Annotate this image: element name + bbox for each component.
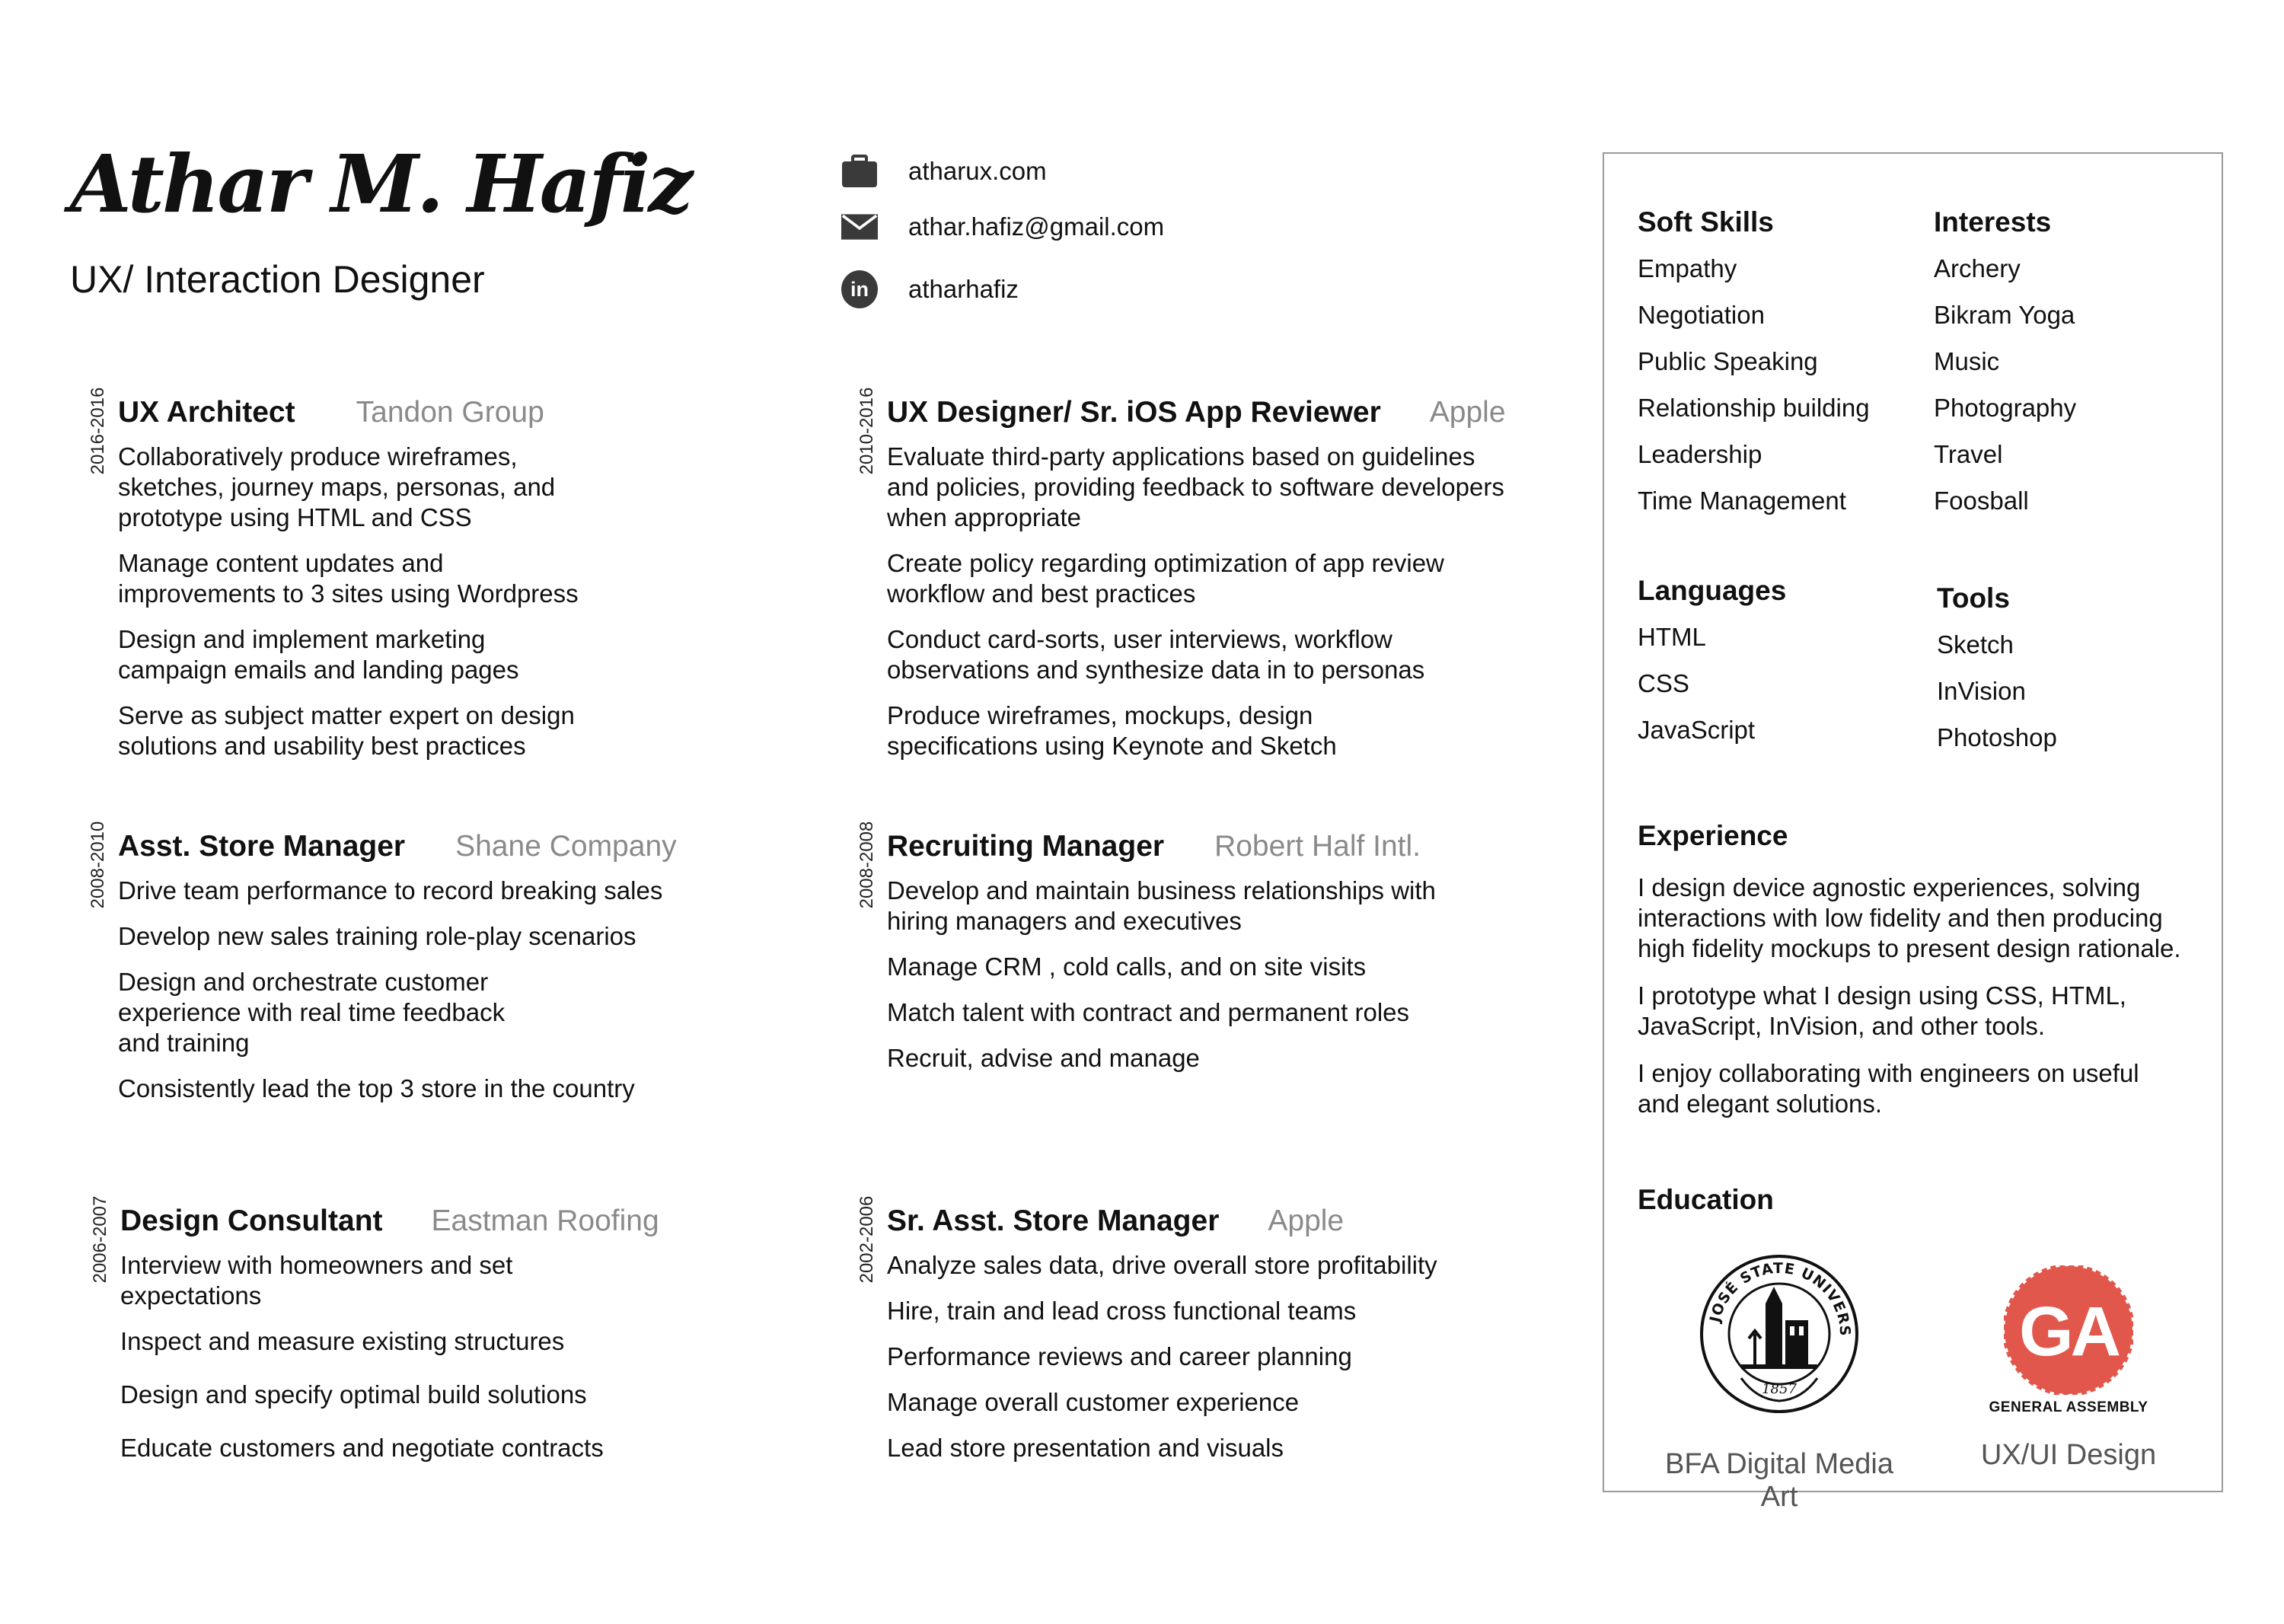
list-item: Music [1934,347,2000,375]
job-bullet: Analyze sales data, drive overall store profitability [887,1251,1437,1279]
job-bullet: Produce wireframes, mockups, design specifications using Keynote and Sketch [887,701,1337,760]
job-bullet: Interview with homeowners and set expectations [120,1251,513,1310]
job-years: 2008-2010 [88,821,108,909]
linkedin-badge: in [841,270,878,308]
job-header [118,830,780,868]
job-bullet: Educate customers and negotiate contracts [120,1434,604,1462]
tools-section [1937,579,2057,761]
soft-skills-list [1638,245,1870,524]
job-bullet: Conduct card-sorts, user interviews, workflow observations and synthesize data in to personas [887,625,1425,684]
job-bullet: Collaboratively produce wireframes, sketches, journey maps, personas, and prototype using HTML and CSS [118,442,556,531]
job-bullet: Manage content updates and improvements to 3 sites using Wordpress [118,549,579,608]
soft-skills-section [1638,203,1870,524]
experience-paragraph: I design device agnostic experiences, solving interactions with low fidelity and then producing high fidelity mockups to present design rationale. [1638,873,2181,962]
job-bullet: Design and specify optimal build solutions [120,1380,587,1409]
email-link[interactable]: athar.hafiz@gmail.com [908,212,1165,241]
languages-section [1638,571,1786,753]
job-entry [856,821,1572,1089]
list-item: JavaScript [1638,716,1756,744]
job-bullet: Hire, train and lead cross functional teams [887,1297,1357,1325]
job-entry [856,387,1572,777]
list-item: Photography [1934,394,2077,422]
interests-heading: Interests [1934,206,2052,238]
job-entry [856,1195,1572,1479]
linkedin-link[interactable]: atharhafiz [908,275,1019,303]
job-company: Apple [1429,396,1506,429]
job-years: 2002-2006 [856,1195,877,1284]
job-role: Asst. Store Manager [118,830,406,863]
job-bullet: Performance reviews and career planning [887,1342,1352,1370]
list-item: Relationship building [1638,394,1870,422]
languages-heading: Languages [1638,575,1787,606]
soft-skills-heading: Soft Skills [1638,206,1774,238]
job-bullets [118,442,780,761]
tools-list [1937,621,2057,761]
job-entry [90,1195,783,1479]
job-bullet: Design and implement marketing campaign emails and landing pages [118,625,519,684]
job-company: Robert Half Intl. [1214,830,1421,863]
job-header [887,830,1572,868]
ga-logo [2004,1265,2133,1395]
job-bullet: Consistently lead the top 3 store in the country [118,1074,635,1102]
list-item: Bikram Yoga [1934,301,2075,329]
education-item-ga [1962,1265,2175,1472]
job-bullet: Recruit, advise and manage [887,1044,1200,1072]
job-company: Eastman Roofing [431,1204,659,1237]
education-label: BFA Digital Media Art [1665,1448,1893,1513]
list-item: Travel [1934,440,2003,468]
experience-paragraph: I prototype what I design using CSS, HTML, JavaScript, InVision, and other tools. [1638,981,2126,1040]
experience-paragraph: I enjoy collaborating with engineers on useful and elegant solutions. [1638,1059,2139,1118]
job-bullets [120,1250,783,1463]
interests-list [1934,245,2076,524]
list-item: HTML [1638,623,1706,651]
job-bullet: Design and orchestrate customer experience with real time feedback and training [118,968,506,1057]
list-item: InVision [1937,677,2026,705]
education-heading: Education [1638,1184,1774,1215]
briefcase-icon [841,153,878,190]
sjsu-seal-logo [1695,1250,1863,1418]
job-header [118,396,780,434]
list-item: Photoshop [1937,723,2057,751]
job-bullet: Match talent with contract and permanent roles [887,998,1410,1026]
job-role: Recruiting Manager [887,830,1165,863]
experience-section [1638,816,2201,1136]
job-title: UX/ Interaction Designer [70,258,485,301]
list-item: Public Speaking [1638,347,1818,375]
job-entry [88,387,780,777]
contact-email[interactable] [841,206,1164,248]
job-bullet: Drive team performance to record breaking sales [118,876,663,905]
job-role: UX Architect [118,396,295,429]
job-bullets [887,442,1572,761]
job-years: 2006-2007 [90,1195,110,1284]
list-item: Leadership [1638,440,1762,468]
job-company: Apple [1268,1204,1345,1237]
website-link[interactable]: atharux.com [908,157,1047,185]
job-entry [88,821,780,1119]
job-header [887,396,1572,434]
linkedin-icon [841,271,878,308]
education-label: UX/UI Design [1980,1439,2157,1471]
list-item: Foosball [1934,487,2029,515]
list-item: Negotiation [1638,301,1765,329]
languages-list [1638,614,1786,753]
education-section [1638,1180,1774,1220]
experience-heading: Experience [1638,820,1788,851]
job-company: Tandon Group [356,396,544,429]
sjsu-seal-year: 1857 [1762,1381,1797,1397]
job-bullet: Create policy regarding optimization of app review workflow and best practices [887,549,1444,608]
job-bullet: Manage overall customer experience [887,1388,1300,1416]
job-role: Sr. Asst. Store Manager [887,1204,1220,1237]
interests-section [1934,203,2076,524]
sidebar-panel [1603,152,2223,1513]
job-company: Shane Company [455,830,677,863]
job-bullet: Lead store presentation and visuals [887,1434,1284,1462]
contact-linkedin[interactable] [841,268,1019,311]
contact-website[interactable] [841,150,1047,193]
job-bullet: Develop and maintain business relationships with hiring managers and executives [887,876,1436,935]
education-item-sjsu [1657,1250,1901,1514]
list-item: Empathy [1638,254,1737,282]
envelope-icon [841,209,878,245]
tools-heading: Tools [1937,582,2010,614]
ga-logo-text: GA [2019,1293,2118,1370]
ga-logo-caption: GENERAL ASSEMBLY [1989,1399,2148,1415]
job-bullet: Serve as subject matter expert on design solutions and usability best practices [118,701,575,760]
job-header [120,1204,783,1243]
job-years: 2016-2016 [88,387,108,475]
sjsu-seal-text: JOSÉ STATE UNIVERS [1706,1259,1854,1337]
job-bullet: Evaluate third-party applications based on guidelines and policies, providing feedback to software developers when appropriate [887,442,1504,531]
list-item: Archery [1934,254,2021,282]
job-years: 2010-2016 [856,387,877,475]
job-header [887,1204,1572,1243]
job-bullets [118,876,780,1104]
job-role: UX Designer/ Sr. iOS App Reviewer [887,396,1381,429]
job-years: 2008-2008 [856,821,877,909]
job-bullet: Develop new sales training role-play scenarios [118,922,636,950]
job-bullet: Manage CRM , cold calls, and on site visits [887,952,1367,981]
list-item: Sketch [1937,630,2014,659]
list-item: Time Management [1638,487,1846,515]
job-bullet: Inspect and measure existing structures [120,1327,565,1355]
job-bullets [887,876,1572,1074]
list-item: CSS [1638,669,1689,697]
candidate-name: Athar M. Hafiz [70,137,691,231]
job-bullets [887,1250,1572,1463]
job-role: Design Consultant [120,1204,383,1237]
